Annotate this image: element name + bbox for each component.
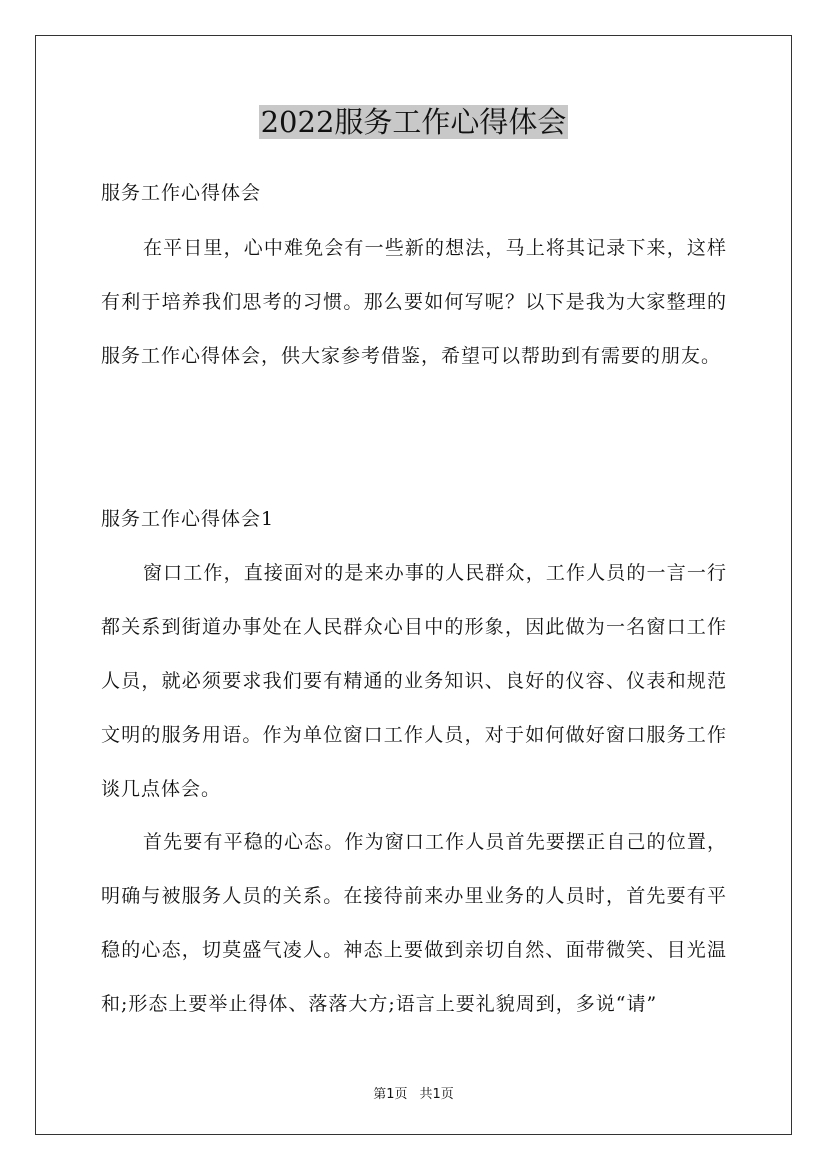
page-number: 第1页	[373, 1087, 408, 1102]
intro-heading: 服务工作心得体会	[101, 182, 262, 204]
page-footer	[0, 1083, 827, 1102]
body-paragraph-1: 窗口工作，直接面对的是来办事的人民群众，工作人员的一言一行都关系到街道办事处在人民群众心目中的形象，因此做为一名窗口工作人员，就必须要求我们要有精通的业务知识、良好的仪容、仪表和规范文明的服务用语。作为单位窗口工作人员，对于如何做好窗口服务工作谈几点体会。	[101, 562, 727, 800]
section-heading: 服务工作心得体会1	[101, 508, 275, 530]
body-paragraph-2: 首先要有平稳的心态。作为窗口工作人员首先要摆正自己的位置，明确与被服务人员的关系。在接待前来办里业务的人员时，首先要有平稳的心态，切莫盛气凌人。神态上要做到亲切自然、面带微笑、目光温和;形态上要举止得体、落落大方;语言上要礼貌周到，多说“请”	[101, 831, 727, 1015]
document-title-text: 2022服务工作心得体会	[260, 105, 567, 139]
document-title	[0, 101, 827, 143]
page-total: 共1页	[419, 1087, 454, 1102]
intro-paragraph: 在平日里，心中难免会有一些新的想法，马上将其记录下来，这样有利于培养我们思考的习惯。那么要如何写呢？以下是我为大家整理的服务工作心得体会，供大家参考借鉴，希望可以帮助到有需要的朋友。	[101, 237, 727, 367]
